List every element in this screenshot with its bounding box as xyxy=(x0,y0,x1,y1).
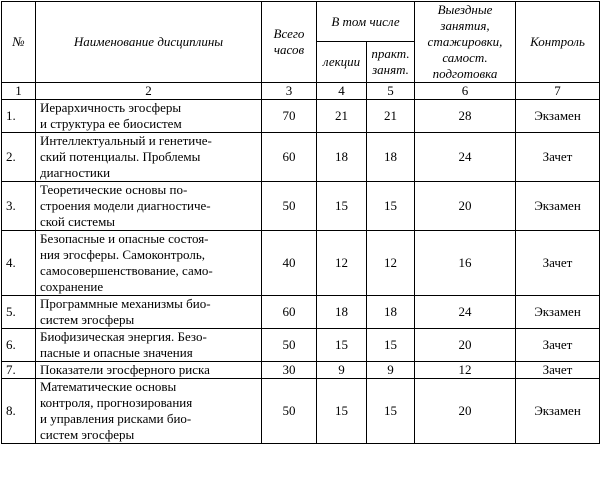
discipline-name-line: и структура ее биосистем xyxy=(40,116,182,131)
header-practice xyxy=(367,42,415,83)
discipline-name-line: ский потенциалы. Проблемы xyxy=(40,149,201,164)
column-number: 2 xyxy=(36,83,262,100)
table-row xyxy=(2,231,600,296)
column-number: 4 xyxy=(317,83,367,100)
discipline-name xyxy=(36,182,262,231)
discipline-name-line: Интеллектуальный и генетиче- xyxy=(40,133,212,148)
lecture-hours: 15 xyxy=(317,329,367,362)
table-row xyxy=(2,296,600,329)
header-total-line1: Всего xyxy=(273,26,305,41)
total-hours: 60 xyxy=(262,133,317,182)
column-number: 6 xyxy=(415,83,516,100)
discipline-name-line: пасные и опасные значения xyxy=(40,345,193,360)
field-work-hours: 24 xyxy=(415,133,516,182)
row-number: 8. xyxy=(2,379,36,444)
discipline-name-line: ской системы xyxy=(40,214,116,229)
table-body xyxy=(2,100,600,444)
discipline-name-line: Иерархичность эгосферы xyxy=(40,100,182,115)
discipline-name xyxy=(36,231,262,296)
curriculum-table xyxy=(1,1,600,444)
lecture-hours: 9 xyxy=(317,362,367,379)
column-number: 5 xyxy=(367,83,415,100)
header-field-line2: занятия, xyxy=(440,18,490,33)
total-hours: 50 xyxy=(262,379,317,444)
control-type: Экзамен xyxy=(516,100,600,133)
lecture-hours: 15 xyxy=(317,379,367,444)
discipline-name-line: Безопасные и опасные состоя- xyxy=(40,231,209,246)
header-discipline-name: Наименование дисциплины xyxy=(36,2,262,83)
practice-hours: 21 xyxy=(367,100,415,133)
table-row xyxy=(2,329,600,362)
table-row xyxy=(2,379,600,444)
control-type: Зачет xyxy=(516,133,600,182)
discipline-name-line: Биофизическая энергия. Безо- xyxy=(40,329,207,344)
header-number: № xyxy=(2,2,36,83)
field-work-hours: 28 xyxy=(415,100,516,133)
header-field-line1: Выездные xyxy=(437,2,493,17)
discipline-name xyxy=(36,296,262,329)
field-work-hours: 12 xyxy=(415,362,516,379)
lecture-hours: 12 xyxy=(317,231,367,296)
discipline-name-line: Показатели эгосферного риска xyxy=(40,362,210,377)
table-row xyxy=(2,100,600,133)
table-row xyxy=(2,362,600,379)
discipline-name-line: и управления рисками био- xyxy=(40,411,192,426)
total-hours: 70 xyxy=(262,100,317,133)
discipline-name-line: сохранение xyxy=(40,279,104,294)
column-number-row xyxy=(2,83,600,100)
header-field-line5: подготовка xyxy=(432,66,498,81)
lecture-hours: 18 xyxy=(317,296,367,329)
total-hours: 30 xyxy=(262,362,317,379)
practice-hours: 18 xyxy=(367,296,415,329)
column-number: 1 xyxy=(2,83,36,100)
total-hours: 40 xyxy=(262,231,317,296)
control-type: Зачет xyxy=(516,329,600,362)
control-type: Зачет xyxy=(516,231,600,296)
table-row xyxy=(2,133,600,182)
column-number: 7 xyxy=(516,83,600,100)
row-number: 3. xyxy=(2,182,36,231)
lecture-hours: 15 xyxy=(317,182,367,231)
field-work-hours: 20 xyxy=(415,182,516,231)
field-work-hours: 16 xyxy=(415,231,516,296)
row-number: 2. xyxy=(2,133,36,182)
row-number: 7. xyxy=(2,362,36,379)
discipline-name-line: Математические основы xyxy=(40,379,177,394)
header-field-line3: стажировки, xyxy=(427,34,503,49)
header-field-work xyxy=(415,2,516,83)
practice-hours: 15 xyxy=(367,329,415,362)
discipline-name-line: строения модели диагностиче- xyxy=(40,198,211,213)
header-including: В том числе xyxy=(317,2,415,42)
header-lectures: лекции xyxy=(317,42,367,83)
row-number: 4. xyxy=(2,231,36,296)
discipline-name xyxy=(36,379,262,444)
row-number: 6. xyxy=(2,329,36,362)
header-total-line2: часов xyxy=(273,42,305,57)
discipline-name xyxy=(36,329,262,362)
practice-hours: 18 xyxy=(367,133,415,182)
practice-hours: 9 xyxy=(367,362,415,379)
field-work-hours: 20 xyxy=(415,379,516,444)
column-number: 3 xyxy=(262,83,317,100)
discipline-name-line: контроля, прогнозирования xyxy=(40,395,193,410)
discipline-name xyxy=(36,100,262,133)
control-type: Экзамен xyxy=(516,379,600,444)
row-number: 1. xyxy=(2,100,36,133)
discipline-name xyxy=(36,133,262,182)
total-hours: 60 xyxy=(262,296,317,329)
total-hours: 50 xyxy=(262,182,317,231)
discipline-name-line: диагностики xyxy=(40,165,111,180)
header-control: Контроль xyxy=(516,2,600,83)
field-work-hours: 24 xyxy=(415,296,516,329)
discipline-name xyxy=(36,362,262,379)
table-row xyxy=(2,182,600,231)
header-practice-line2: занят. xyxy=(372,62,409,77)
lecture-hours: 21 xyxy=(317,100,367,133)
control-type: Экзамен xyxy=(516,182,600,231)
practice-hours: 15 xyxy=(367,182,415,231)
lecture-hours: 18 xyxy=(317,133,367,182)
row-number: 5. xyxy=(2,296,36,329)
discipline-name-line: систем эгосферы xyxy=(40,312,135,327)
header-field-line4: самост. xyxy=(442,50,488,65)
field-work-hours: 20 xyxy=(415,329,516,362)
discipline-name-line: систем эгосферы xyxy=(40,427,135,442)
header-total-hours xyxy=(262,2,317,83)
practice-hours: 12 xyxy=(367,231,415,296)
discipline-name-line: ния эгосферы. Самоконтроль, xyxy=(40,247,206,262)
discipline-name-line: Теоретические основы по- xyxy=(40,182,188,197)
total-hours: 50 xyxy=(262,329,317,362)
control-type: Зачет xyxy=(516,362,600,379)
header-practice-line1: практ. xyxy=(371,46,410,61)
control-type: Экзамен xyxy=(516,296,600,329)
discipline-name-line: самосовершенствование, само- xyxy=(40,263,213,278)
discipline-name-line: Программные механизмы био- xyxy=(40,296,211,311)
practice-hours: 15 xyxy=(367,379,415,444)
